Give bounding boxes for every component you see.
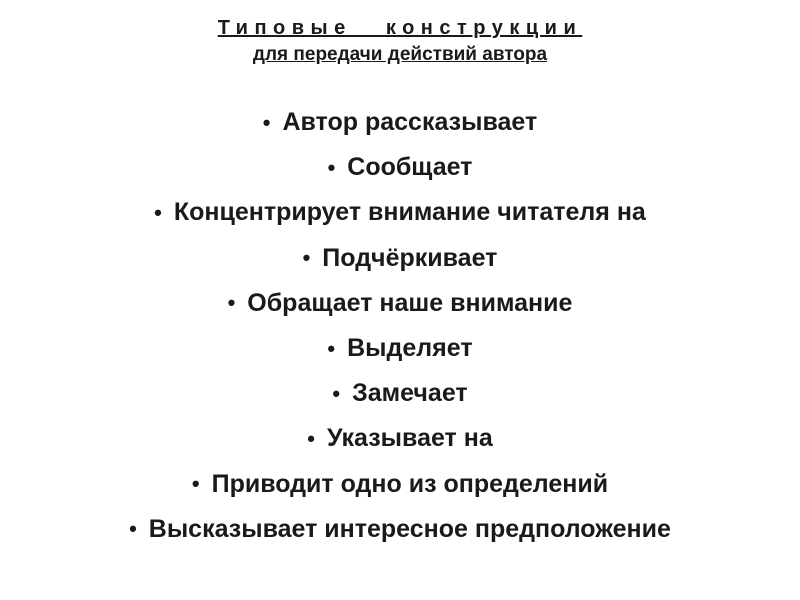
bullet-item: [0, 281, 800, 326]
bullet-dot-icon: •: [332, 380, 341, 406]
bullet-item: [0, 236, 800, 281]
bullet-item: [0, 507, 800, 552]
bullet-dot-icon: •: [129, 516, 137, 542]
bullet-text: Высказывает интересное предположение: [148, 514, 671, 543]
bullet-text: Обращает наше внимание: [247, 288, 573, 317]
bullet-item: [0, 326, 800, 371]
bullet-text: Концентрирует внимание читателя на: [173, 198, 646, 227]
bullet-dot-icon: •: [191, 471, 200, 497]
bullet-item: [0, 190, 800, 235]
bullet-list: [0, 100, 800, 552]
bullet-dot-icon: •: [327, 154, 336, 180]
bullet-text: Подчёркивает: [322, 243, 498, 272]
bullet-dot-icon: •: [307, 425, 315, 451]
bullet-dot-icon: •: [262, 109, 271, 135]
bullet-dot-icon: •: [327, 335, 336, 361]
bullet-text: Замечает: [352, 379, 468, 408]
bullet-dot-icon: •: [302, 245, 311, 271]
bullet-dot-icon: •: [227, 290, 236, 316]
slide-title: Типовые конструкции: [217, 17, 583, 39]
slide-subtitle: для передачи действий автора: [252, 44, 548, 65]
bullet-item: [0, 416, 800, 461]
bullet-item: [0, 145, 800, 190]
bullet-item: [0, 462, 800, 507]
bullet-text: Приводит одно из определений: [211, 469, 609, 498]
bullet-text: Сообщает: [347, 153, 473, 182]
bullet-text: Указывает на: [326, 424, 493, 453]
bullet-item: [0, 371, 800, 416]
bullet-item: [0, 100, 800, 145]
title-block: [0, 14, 800, 68]
bullet-text: Выделяет: [347, 334, 473, 363]
bullet-dot-icon: •: [154, 199, 162, 225]
bullet-text: Автор рассказывает: [282, 108, 538, 137]
